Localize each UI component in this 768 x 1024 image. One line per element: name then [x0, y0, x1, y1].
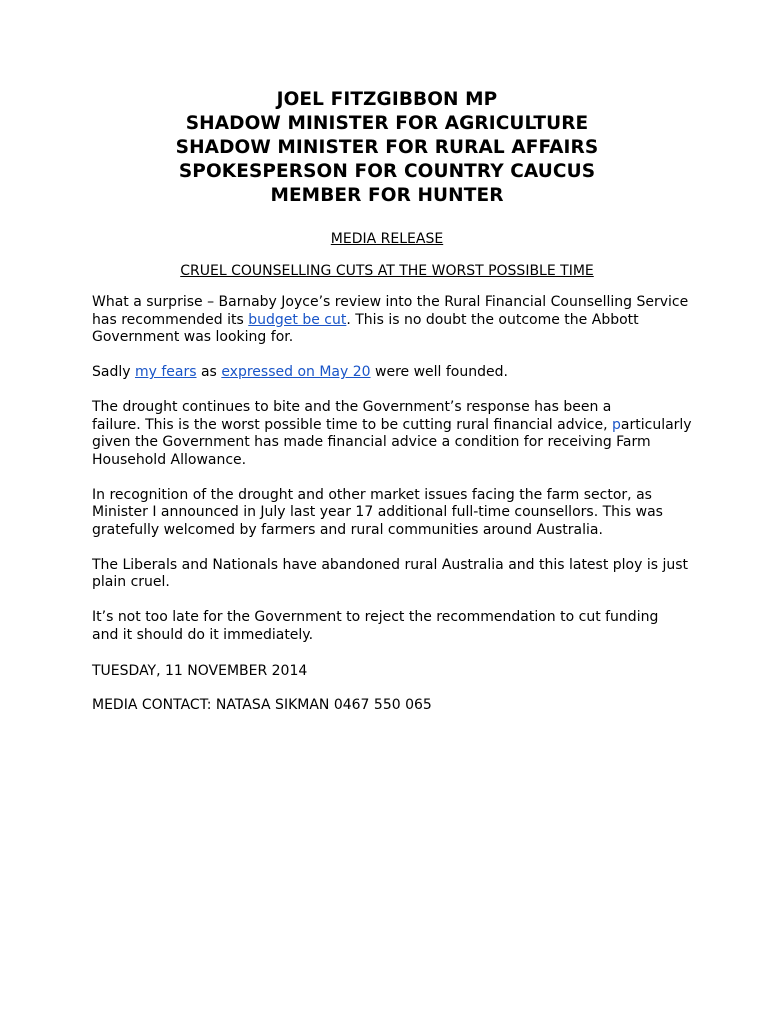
header-role-agriculture: SHADOW MINISTER FOR AGRICULTURE: [185, 113, 589, 134]
header-name: JOEL FITZGIBBON MP: [276, 89, 498, 110]
header-role-country-caucus: SPOKESPERSON FOR COUNTRY CAUCUS: [178, 161, 596, 182]
text-fragment: articularly: [620, 416, 692, 433]
paragraph-3-line-4: Household Allowance.: [92, 451, 247, 468]
paragraph-4-line-3: gratefully welcomed by farmers and rural communities around Australia.: [92, 521, 603, 538]
paragraph-1-line-3: Government was looking for.: [92, 329, 294, 345]
paragraph-3: [92, 399, 692, 469]
text-fragment: failure. This is the worst possible time to be cutting rural financial advice,: [92, 416, 613, 433]
media-contact: MEDIA CONTACT: NATASA SIKMAN 0467 550 065: [92, 696, 432, 713]
paragraph-6-line-1: It’s not too late for the Government to reject the recommendation to cut funding: [92, 609, 659, 625]
release-headline: CRUEL COUNSELLING CUTS AT THE WORST POSSIBLE TIME: [180, 263, 594, 279]
paragraph-4-line-1: In recognition of the drought and other market issues facing the farm sector, as: [92, 486, 652, 503]
paragraph-3-line-2: [92, 416, 692, 435]
document-page: [92, 88, 692, 714]
budget-be-cut-link[interactable]: budget be cut: [248, 311, 347, 328]
paragraph-2: [92, 364, 682, 382]
blue-letter-fragment: p: [612, 416, 621, 433]
my-fears-link[interactable]: my fears: [134, 364, 197, 380]
member-header: [92, 88, 682, 208]
paragraph-6-line-2: and it should do it immediately.: [92, 626, 314, 643]
paragraph-1-line-1: What a surprise – Barnaby Joyce’s review into the Rural Financial Counselling Service: [92, 294, 689, 310]
paragraph-5: [92, 556, 689, 592]
media-release-label: MEDIA RELEASE: [330, 231, 444, 247]
paragraph-4-line-2: Minister I announced in July last year 17 additional full-time counsellors. This was: [92, 504, 663, 520]
release-body: [92, 294, 692, 644]
paragraph-5-line-2: plain cruel.: [92, 574, 170, 590]
paragraph-3-line-1: The drought continues to bite and the Government’s response has been a: [92, 399, 612, 415]
text-fragment: as: [196, 364, 222, 380]
header-role-rural-affairs: SHADOW MINISTER FOR RURAL AFFAIRS: [175, 137, 599, 158]
release-date: TUESDAY, 11 NOVEMBER 2014: [92, 662, 308, 679]
text-fragment: . This is no doubt the outcome the Abbott: [346, 311, 639, 328]
text-fragment: were well founded.: [370, 364, 508, 380]
expressed-on-may-20-link[interactable]: expressed on May 20: [221, 364, 371, 380]
paragraph-1-line-2: [92, 312, 682, 330]
header-electorate: MEMBER FOR HUNTER: [270, 185, 504, 206]
text-fragment: Sadly: [92, 364, 135, 380]
paragraph-3-line-3: given the Government has made financial advice a condition for receiving Farm: [92, 434, 651, 450]
paragraph-4: [92, 487, 682, 540]
text-fragment: has recommended its: [92, 311, 249, 328]
paragraph-5-line-1: The Liberals and Nationals have abandoned rural Australia and this latest ploy is just: [92, 556, 689, 573]
paragraph-2-line-1: [92, 364, 682, 382]
paragraph-6: [92, 609, 682, 644]
paragraph-1: [92, 294, 689, 347]
